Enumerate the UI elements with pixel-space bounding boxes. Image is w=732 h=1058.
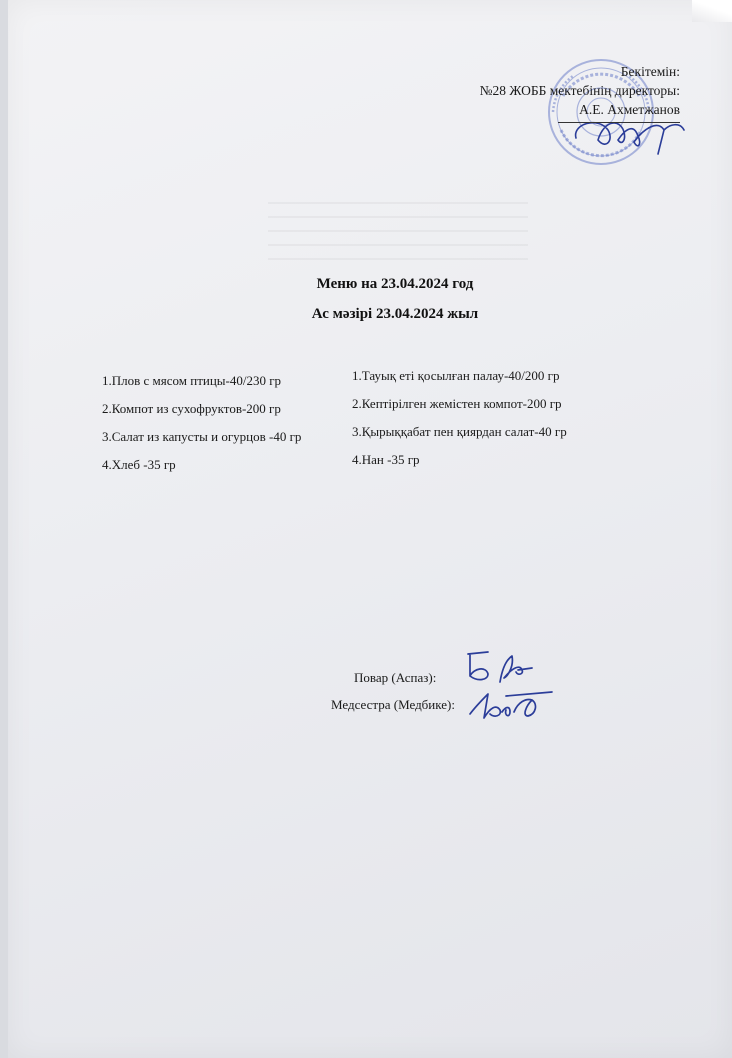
menu-item: 3.Салат из капусты и огурцов -40 гр [102,429,302,444]
approval-position: №28 ЖОББ мектебінің директоры: [479,83,680,98]
menu-item: 2.Компот из сухофруктов-200 гр [102,401,281,416]
cook-label: Повар (Аспаз): [354,670,437,685]
menu-item: 3.Қырыққабат пен қиярдан салат-40 гр [352,424,567,439]
menu-title-kz: Ас мәзірі 23.04.2024 жыл [311,306,479,322]
paper-sheet [8,0,732,1058]
menu-list-kz [352,367,567,479]
menu-title-ru: Меню на 23.04.2024 год [316,276,474,292]
nurse-label: Медсестра (Медбике): [331,697,455,712]
menu-list-ru [102,372,301,484]
menu-item: 1.Плов с мясом птицы-40/230 гр [102,373,282,388]
menu-item: 2.Кептірілген жемістен компот-200 гр [352,396,562,411]
menu-item: 4.Хлеб -35 гр [102,457,176,472]
approval-block [480,62,680,123]
director-name: А.Е. Ахметжанов [579,102,680,117]
signature-line [558,122,680,123]
menu-item: 4.Нан -35 гр [352,452,420,467]
cook-signature [462,646,536,688]
menu-item: 1.Тауық еті қосылған палау-40/200 гр [352,368,560,383]
approval-heading: Бекітемін: [620,64,680,79]
paper-corner [692,0,732,22]
nurse-signature [466,684,556,724]
show-through-text [268,200,528,260]
